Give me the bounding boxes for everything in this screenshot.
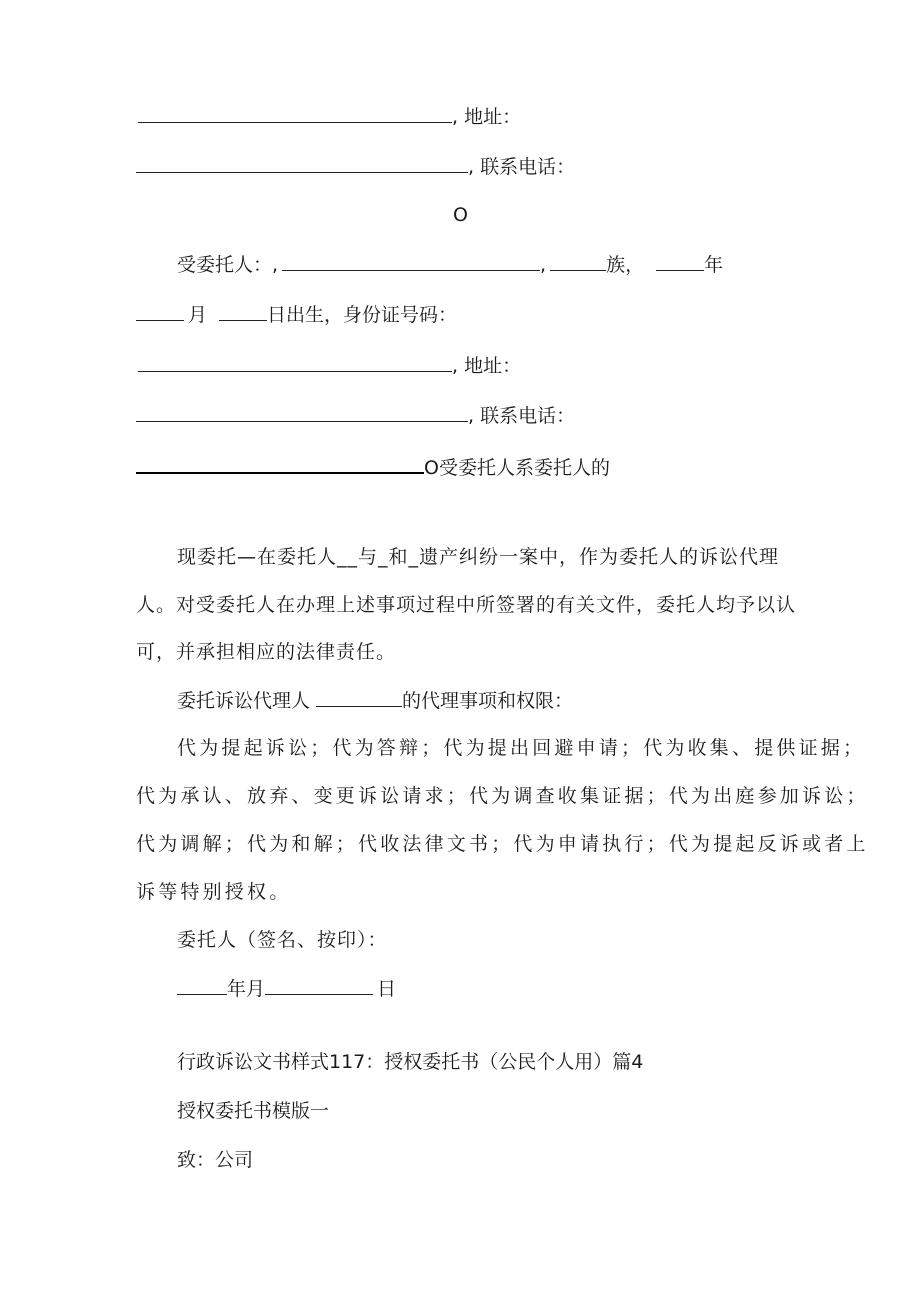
year-label: 年 <box>704 254 724 276</box>
month-blank <box>136 300 184 321</box>
powers-line-2: 代为承认、放弃、变更诉讼请求；代为调查收集证据；代为出庭参加诉讼； <box>136 785 869 807</box>
phone-label: , 联系电话： <box>468 156 576 178</box>
relation-blank <box>136 452 424 474</box>
address-blank <box>138 102 452 123</box>
powers-line-4: 诉等特别授权。 <box>136 881 292 903</box>
date-day-blank <box>265 974 373 995</box>
section-heading: 行政诉讼文书样式117：授权委托书（公民个人用）篇4 <box>177 1051 644 1073</box>
phone-blank-2 <box>136 401 468 422</box>
template-title: 授权委托书模版一 <box>177 1100 330 1122</box>
scope-label-a: 委托诉讼代理人 <box>177 690 311 712</box>
date-year-month-label: 年月 <box>227 978 266 1000</box>
birth-line <box>136 300 457 329</box>
entrust-paragraph-line-3: 可，并承担相应的法律责任。 <box>136 641 397 663</box>
scope-line <box>177 686 573 715</box>
agent-line <box>177 250 723 279</box>
comma: , <box>540 254 547 276</box>
ethnic-blank <box>550 250 606 271</box>
address-blank-2 <box>138 351 452 372</box>
date-day-label: 日 <box>377 978 397 1000</box>
powers-line-1: 代为提起诉讼；代为答辩；代为提出回避申请；代为收集、提供证据； <box>177 737 866 759</box>
agent-blank <box>316 686 402 707</box>
address-label-2: , 地址： <box>452 355 522 377</box>
month-label: 月 <box>188 304 208 326</box>
address-line-1 <box>138 102 521 131</box>
entrust-paragraph-line-2: 人。对受委托人在办理上述事项过程中所签署的有关文件，委托人均予以认 <box>136 594 797 616</box>
scope-label-b: 的代理事项和权限： <box>402 690 574 712</box>
phone-blank <box>136 152 468 173</box>
address-label: , 地址： <box>452 106 522 128</box>
year-blank <box>656 250 704 271</box>
relation-label: O受委托人系委托人的 <box>424 457 610 479</box>
agent-name-blank <box>282 250 540 271</box>
agent-label: 受委托人：, <box>177 254 279 276</box>
phone-line-2 <box>136 401 575 430</box>
day-blank <box>219 300 267 321</box>
signature-line: 委托人（签名、按印）： <box>177 929 388 951</box>
phone-line-1 <box>136 152 575 181</box>
circle-mark: O <box>453 204 468 226</box>
entrust-paragraph-line-1: 现委托—在委托人__与_和_遗产纠纷一案中，作为委托人的诉讼代理 <box>177 546 780 568</box>
birth-label: 日出生，身份证号码： <box>267 304 458 326</box>
address-line-2 <box>138 351 521 380</box>
date-year-blank <box>177 974 227 995</box>
ethnic-label: 族， <box>606 254 645 276</box>
phone-label-2: , 联系电话： <box>468 405 576 427</box>
addressee: 致：公司 <box>177 1149 254 1171</box>
relation-line <box>136 452 610 482</box>
date-line <box>177 974 396 1003</box>
powers-line-3: 代为调解；代为和解；代收法律文书；代为申请执行；代为提起反诉或者上 <box>136 833 869 855</box>
